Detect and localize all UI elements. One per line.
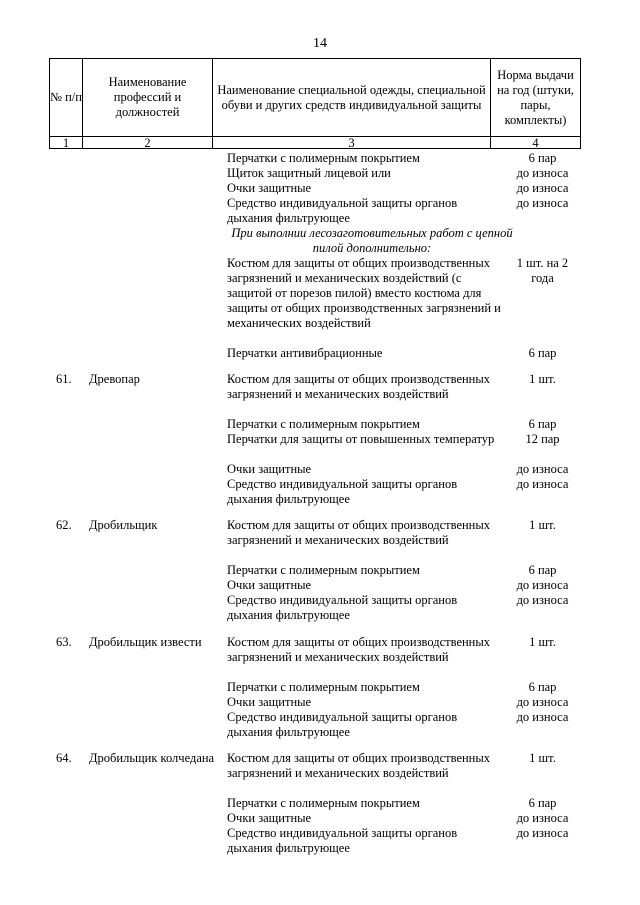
item-text: Перчатки с полимерным покрытием [227,417,420,431]
row-profession: Дробильщик колчедана [89,751,215,765]
item-text: Костюм для защиты от общих производственных загрязнений и механических воздействий [227,518,491,547]
item-text: Средство индивидуальной защиты органов дыхания фильтрующее [227,477,458,506]
item-norm: 6 пар [528,346,557,360]
header-divider [49,148,581,149]
item-norm: до износа [516,593,569,607]
row-number: 62. [56,518,72,532]
item-text: Очки защитные [227,695,312,709]
item-text: Очки защитные [227,811,312,825]
item-norm: 1 шт. на 2 года [516,256,569,285]
row-profession: Дробильщик извести [89,635,202,649]
item-norm: до износа [516,166,569,180]
row-profession: Древопар [89,372,140,386]
row-number: 64. [56,751,72,765]
item-text: Костюм для защиты от общих производственных загрязнений и механических воздействий [227,751,491,780]
item-text: Перчатки с полимерным покрытием [227,563,420,577]
note-text: При выполнии лесозаготовительных работ с цепной пилой дополнительно: [231,226,513,255]
item-norm: до износа [516,196,569,210]
item-text: Очки защитные [227,462,312,476]
item-norm: до износа [516,811,569,825]
header-num-4: 4 [491,136,580,149]
item-norm: до износа [516,477,569,491]
item-norm: до износа [516,462,569,476]
item-norm: 6 пар [528,680,557,694]
header-num-3: 3 [213,136,491,149]
item-norm: 6 пар [528,563,557,577]
header-col-profession: Наименование профессий и должностей [83,59,213,136]
item-norm: до износа [516,181,569,195]
item-norm: 6 пар [528,151,557,165]
header-num-1: 1 [50,136,83,149]
item-norm: 6 пар [528,796,557,810]
header-col-num: № п/п [50,59,83,136]
item-norm: 12 пар [525,432,560,446]
item-text: Щиток защитный лицевой или [227,166,391,180]
item-text: Средство индивидуальной защиты органов дыхания фильтрующее [227,710,458,739]
item-text: Костюм для защиты от общих производственных загрязнений и механических воздействий (с защитой от порезов пилой) вместо костюма для защиты от общих производственных загрязнений и механических воздействий [227,256,501,330]
item-norm: 1 шт. [529,518,556,532]
row-number: 61. [56,372,72,386]
item-text: Перчатки с полимерным покрытием [227,151,420,165]
item-text: Костюм для защиты от общих производственных загрязнений и механических воздействий [227,372,491,401]
item-text: Перчатки с полимерным покрытием [227,796,420,810]
item-norm: до износа [516,710,569,724]
header-num-2: 2 [83,136,213,149]
page-number: 14 [313,36,327,51]
item-text: Очки защитные [227,181,312,195]
table-header [49,58,581,149]
item-norm: до износа [516,578,569,592]
item-text: Перчатки антивибрационные [227,346,383,360]
header-col-norm: Норма выдачи на год (штуки, пары, комплекты) [497,67,574,127]
row-profession: Дробильщик [89,518,158,532]
item-norm: 6 пар [528,417,557,431]
row-number: 63. [56,635,72,649]
item-text: Перчатки для защиты от повышенных температур [227,432,495,446]
item-text: Перчатки с полимерным покрытием [227,680,420,694]
item-norm: 1 шт. [529,635,556,649]
item-text: Костюм для защиты от общих производственных загрязнений и механических воздействий [227,635,491,664]
item-norm: до износа [516,695,569,709]
item-text: Средство индивидуальной защиты органов дыхания фильтрующее [227,196,458,225]
item-norm: до износа [516,826,569,840]
item-text: Очки защитные [227,578,312,592]
item-text: Средство индивидуальной защиты органов дыхания фильтрующее [227,826,458,855]
item-text: Средство индивидуальной защиты органов дыхания фильтрующее [227,593,458,622]
item-norm: 1 шт. [529,751,556,765]
item-norm: 1 шт. [529,372,556,386]
header-col-equipment: Наименование специальной одежды, специальной обуви и других средств индивидуальной защиты [213,59,491,136]
